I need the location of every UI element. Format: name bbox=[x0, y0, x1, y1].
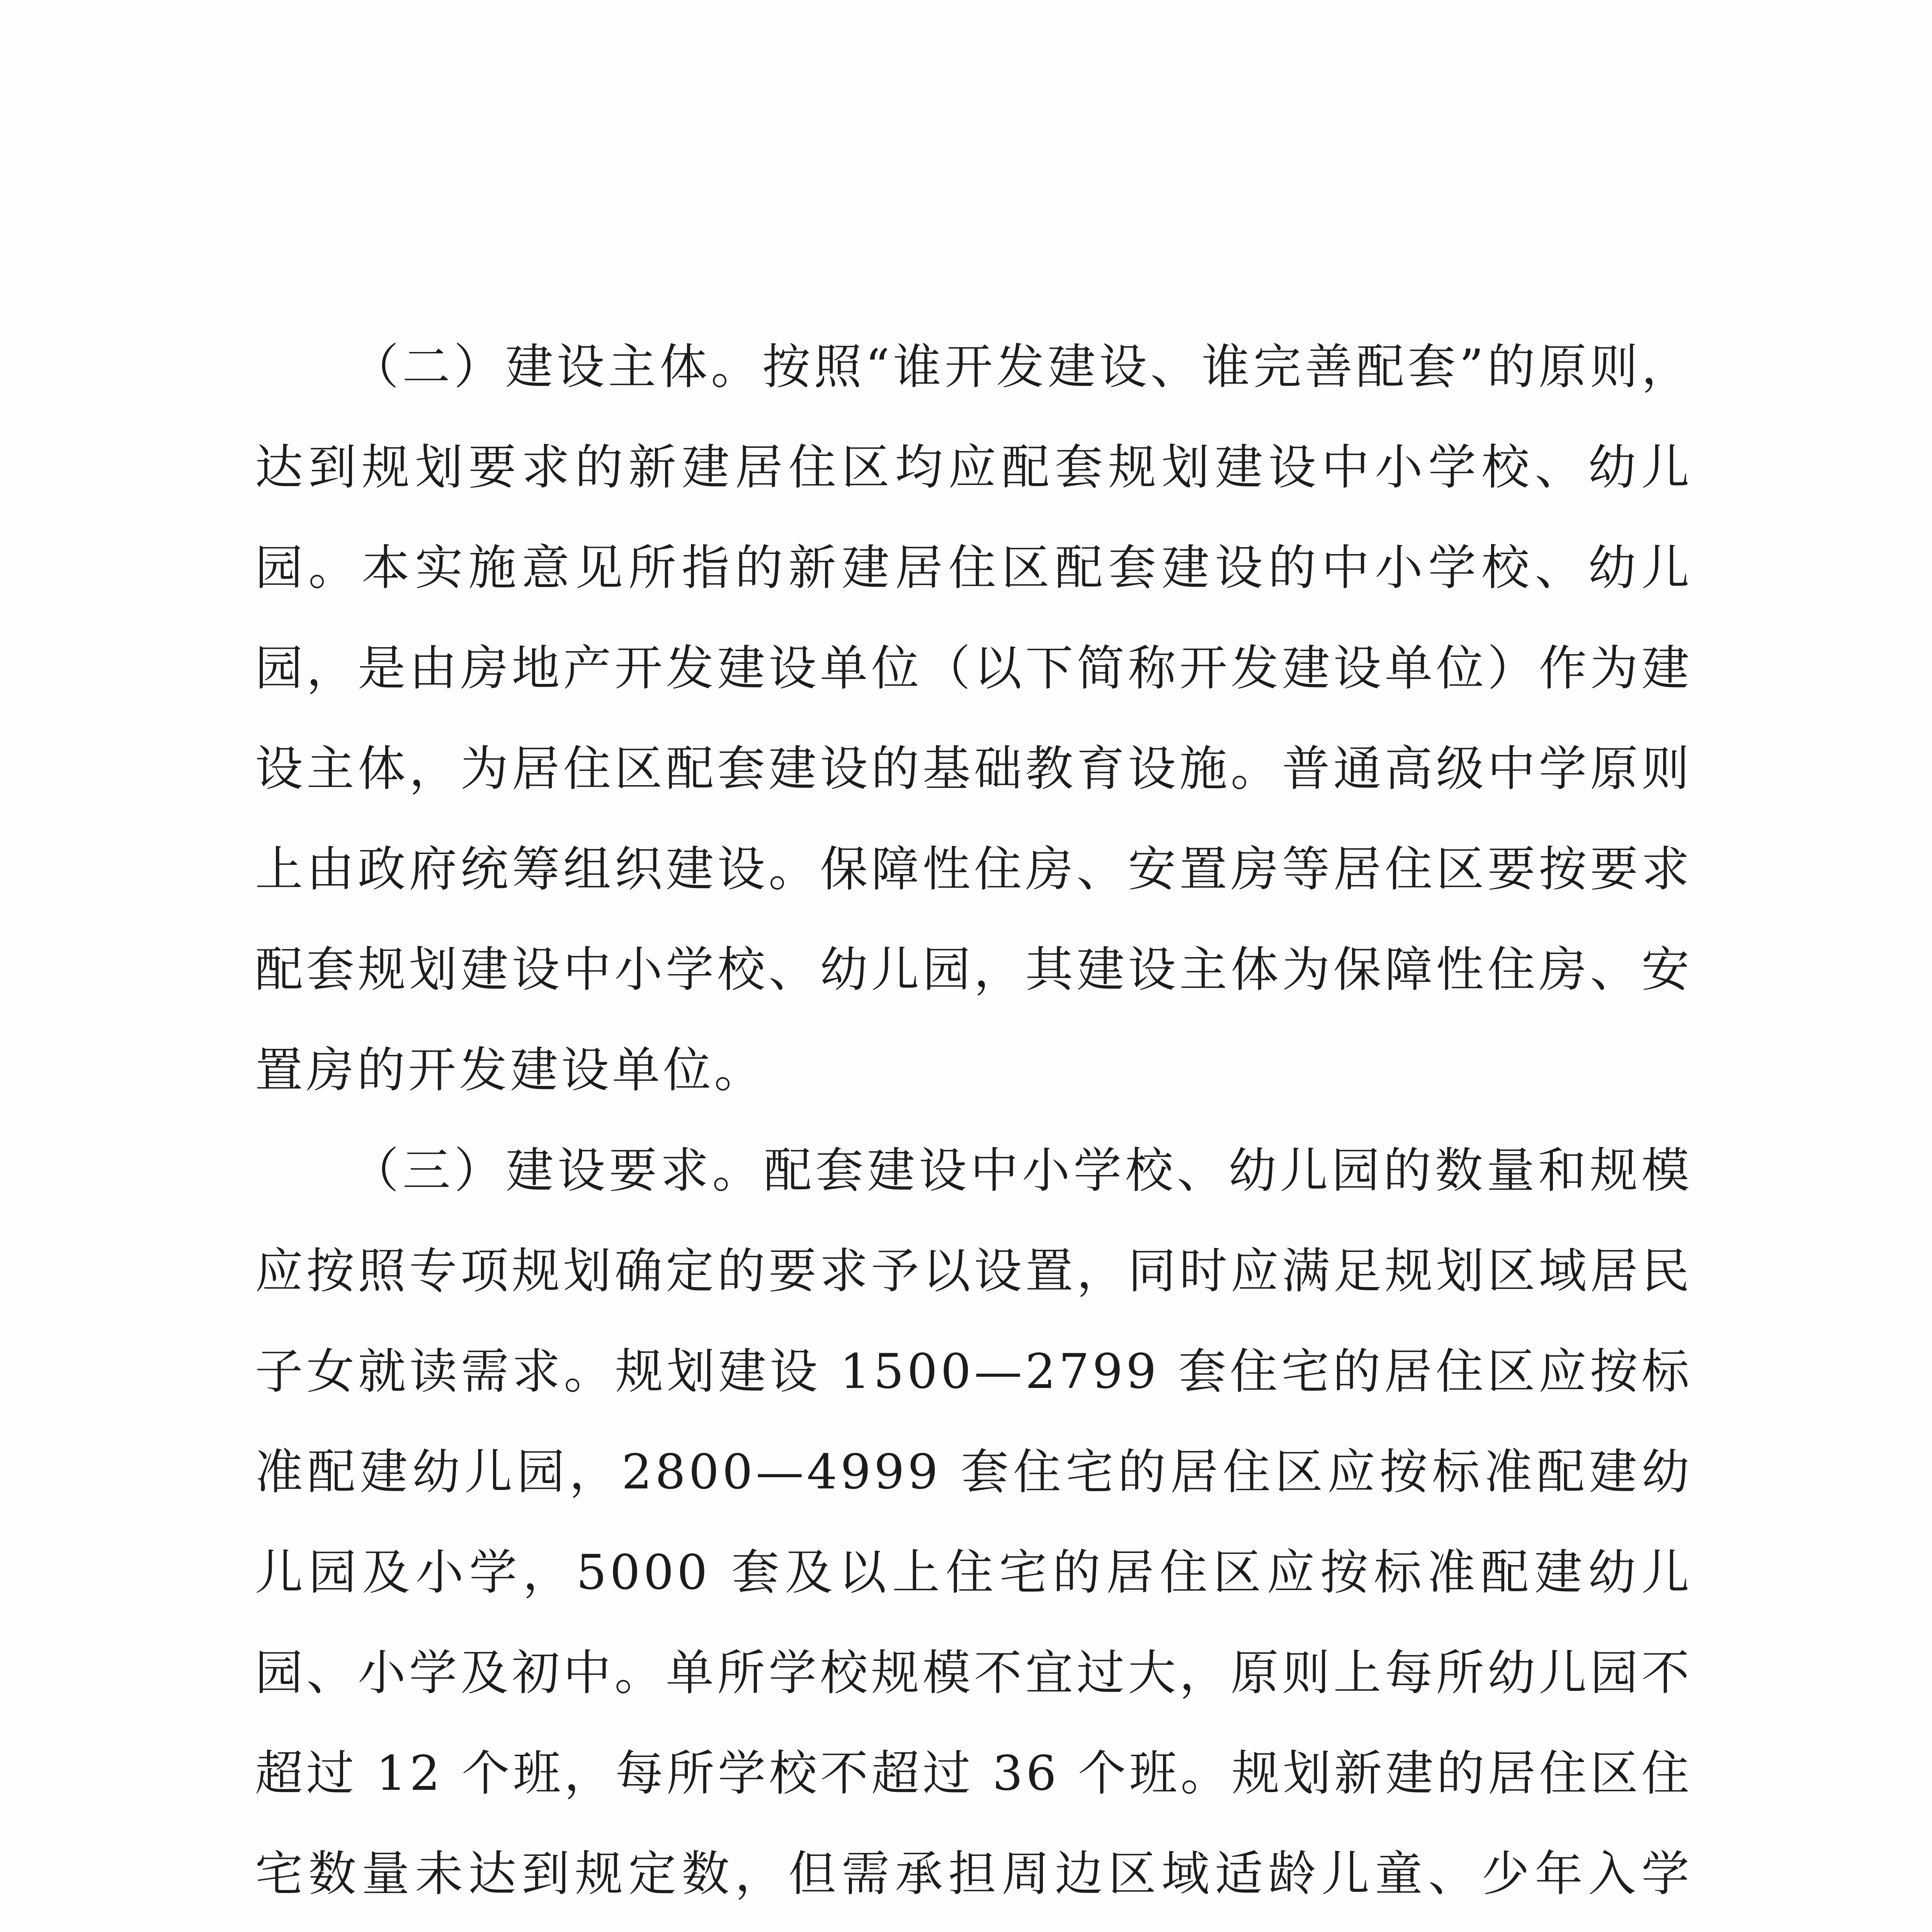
paragraph-construction-requirements: （三）建设要求。配套建设中小学校、幼儿园的数量和规模应按照专项规划确定的要求予以设置，同时应满足规划区域居民子女就读需求。规划建设 1500—2799 套住宅的居住区应按标准配建幼儿园，2800—4999 套住宅的居住区应按标准配建幼儿园及小学，5000 套及以上住宅的居住区应按标准配建幼儿园、小学及初中。单所学校规模不宜过大，原则上每所幼儿园不超过 12 个班，每所学校不超过 36 个班。规划新建的居住区住宅数量未达到规定数，但需承担周边区域适龄儿童、少年入学 bbox=[255, 1143, 1692, 1902]
paragraph-construction-entity: （二）建设主体。按照“谁开发建设、谁完善配套”的原则，达到规划要求的新建居住区均应配套规划建设中小学校、幼儿园。本实施意见所指的新建居住区配套建设的中小学校、幼儿园，是由房地产开发建设单位（以下简称开发建设单位）作为建设主体，为居住区配套建设的基础教育设施。普通高级中学原则上由政府统筹组织建设。保障性住房、安置房等居住区要按要求配套规划建设中小学校、幼儿园，其建设主体为保障性住房、安置房的开发建设单位。 bbox=[255, 339, 1692, 1098]
document-body bbox=[255, 317, 1692, 1932]
